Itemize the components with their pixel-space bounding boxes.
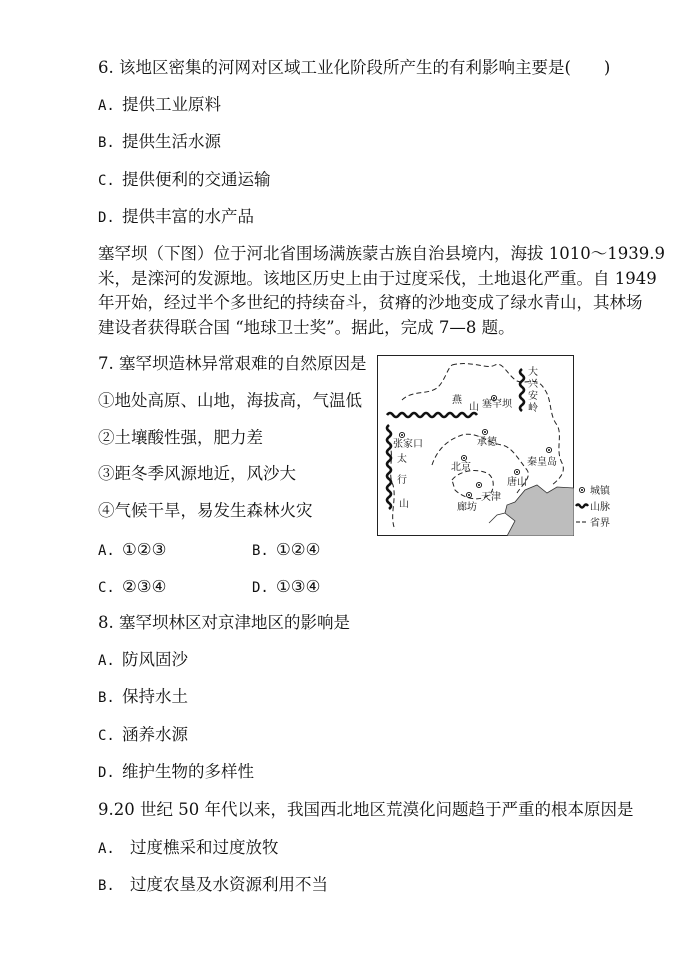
option-label: A.: [98, 98, 115, 114]
label-langfang: 廊坊: [457, 502, 477, 513]
map-legend-panel: [574, 480, 634, 536]
q8-option-a: [98, 649, 188, 672]
option-text: 提供生活水源: [122, 132, 221, 151]
q7-item-1: ①地处高原、山地，海拔高，气温低: [98, 391, 362, 410]
label-zhangjiakou: 张家口: [393, 439, 423, 450]
option-text: ①②④: [276, 540, 321, 559]
option-label: D.: [252, 580, 269, 596]
q7-item-2: ②土壤酸性强，肥力差: [98, 428, 263, 447]
saihanba-map: [377, 355, 574, 536]
label-daxinganling-3: 安: [528, 391, 538, 402]
option-text: 提供便利的交通运输: [122, 170, 271, 189]
option-label: A.: [98, 841, 115, 857]
q6-option-d: [98, 206, 254, 229]
q7-options-row-2: [98, 576, 320, 599]
label-daxinganling-4: 岭: [528, 403, 538, 414]
label-tianjin: 天津: [481, 492, 501, 503]
option-label: C.: [98, 728, 115, 744]
option-text: 提供丰富的水产品: [122, 207, 254, 226]
option-text: 过度农垦及水资源利用不当: [130, 875, 328, 894]
q6-option-b: [98, 131, 221, 154]
option-label: C.: [98, 580, 115, 596]
passage-line-1: 塞罕坝（下图）位于河北省围场满族蒙古族自治县境内，海拔 1010～1939.9: [98, 244, 665, 263]
q9-option-b: [98, 874, 328, 897]
option-text: ①②③: [122, 540, 167, 559]
q6-option-c: [98, 169, 271, 192]
option-label: D.: [98, 765, 115, 781]
q7-stem: 7. 塞罕坝造林异常艰难的自然原因是: [98, 354, 367, 373]
label-beijing: 北京: [451, 462, 471, 473]
q9-option-a: [98, 837, 279, 860]
option-text: 防风固沙: [122, 650, 188, 669]
option-label: C.: [98, 173, 115, 189]
option-label: B.: [252, 543, 269, 559]
mountain-icon: [576, 505, 588, 508]
q8-option-d: [98, 761, 254, 784]
q7-options-row-1: [98, 539, 320, 562]
label-taihang-2: 行: [397, 475, 407, 486]
option-text: ②③④: [122, 577, 167, 596]
q7-item-4: ④气候干旱，易发生森林火灾: [98, 501, 313, 520]
option-text: 提供工业原料: [122, 95, 221, 114]
option-label: B.: [98, 878, 115, 894]
label-qinhuangdao: 秦皇岛: [527, 457, 557, 468]
option-label: B.: [98, 690, 115, 706]
label-daxinganling-2: 兴: [528, 379, 538, 390]
label-saihanba: 塞罕坝: [482, 399, 512, 410]
q7-item-3: ③距冬季风源地近，风沙大: [98, 464, 296, 483]
label-daxinganling-1: 大: [528, 367, 538, 378]
label-tangshan: 唐山: [507, 477, 527, 488]
option-text: ①③④: [276, 577, 321, 596]
q8-stem: 8. 塞罕坝林区对京津地区的影响是: [98, 613, 350, 632]
option-text: 保持水土: [122, 687, 188, 706]
q8-option-b: [98, 686, 188, 709]
label-chengde: 承德: [477, 437, 497, 448]
option-label: A.: [98, 653, 115, 669]
label-shan: 山: [469, 402, 479, 413]
passage-line-3: 年开始，经过半个多世纪的持续奋斗，贫瘠的沙地变成了绿水青山，其林场: [98, 293, 643, 312]
legend-mountain-label: 山脉: [590, 502, 610, 513]
q9-stem: 9.20 世纪 50 年代以来，我国西北地区荒漠化问题趋于严重的根本原因是: [98, 800, 634, 819]
legend-town-label: 城镇: [590, 486, 610, 497]
option-text: 过度樵采和过度放牧: [130, 838, 279, 857]
legend-border-label: 省界: [590, 518, 610, 529]
q6-stem: 6. 该地区密集的河网对区域工业化阶段所产生的有利影响主要是( ): [98, 58, 611, 77]
option-label: B.: [98, 135, 115, 151]
label-taihang-1: 太: [397, 454, 407, 465]
label-yan: 燕: [452, 395, 462, 406]
option-text: 涵养水源: [122, 725, 188, 744]
option-text: 维护生物的多样性: [122, 762, 254, 781]
q8-option-c: [98, 724, 188, 747]
q6-option-a: [98, 94, 221, 117]
option-label: A.: [98, 543, 115, 559]
option-label: D.: [98, 210, 115, 226]
passage-line-4: 建设者获得联合国 “地球卫士奖”。据此，完成 7—8 题。: [98, 318, 515, 337]
passage-line-2: 米，是滦河的发源地。该地区历史上由于过度采伐，土地退化严重。自 1949: [98, 269, 657, 288]
label-taihang-3: 山: [399, 499, 409, 510]
